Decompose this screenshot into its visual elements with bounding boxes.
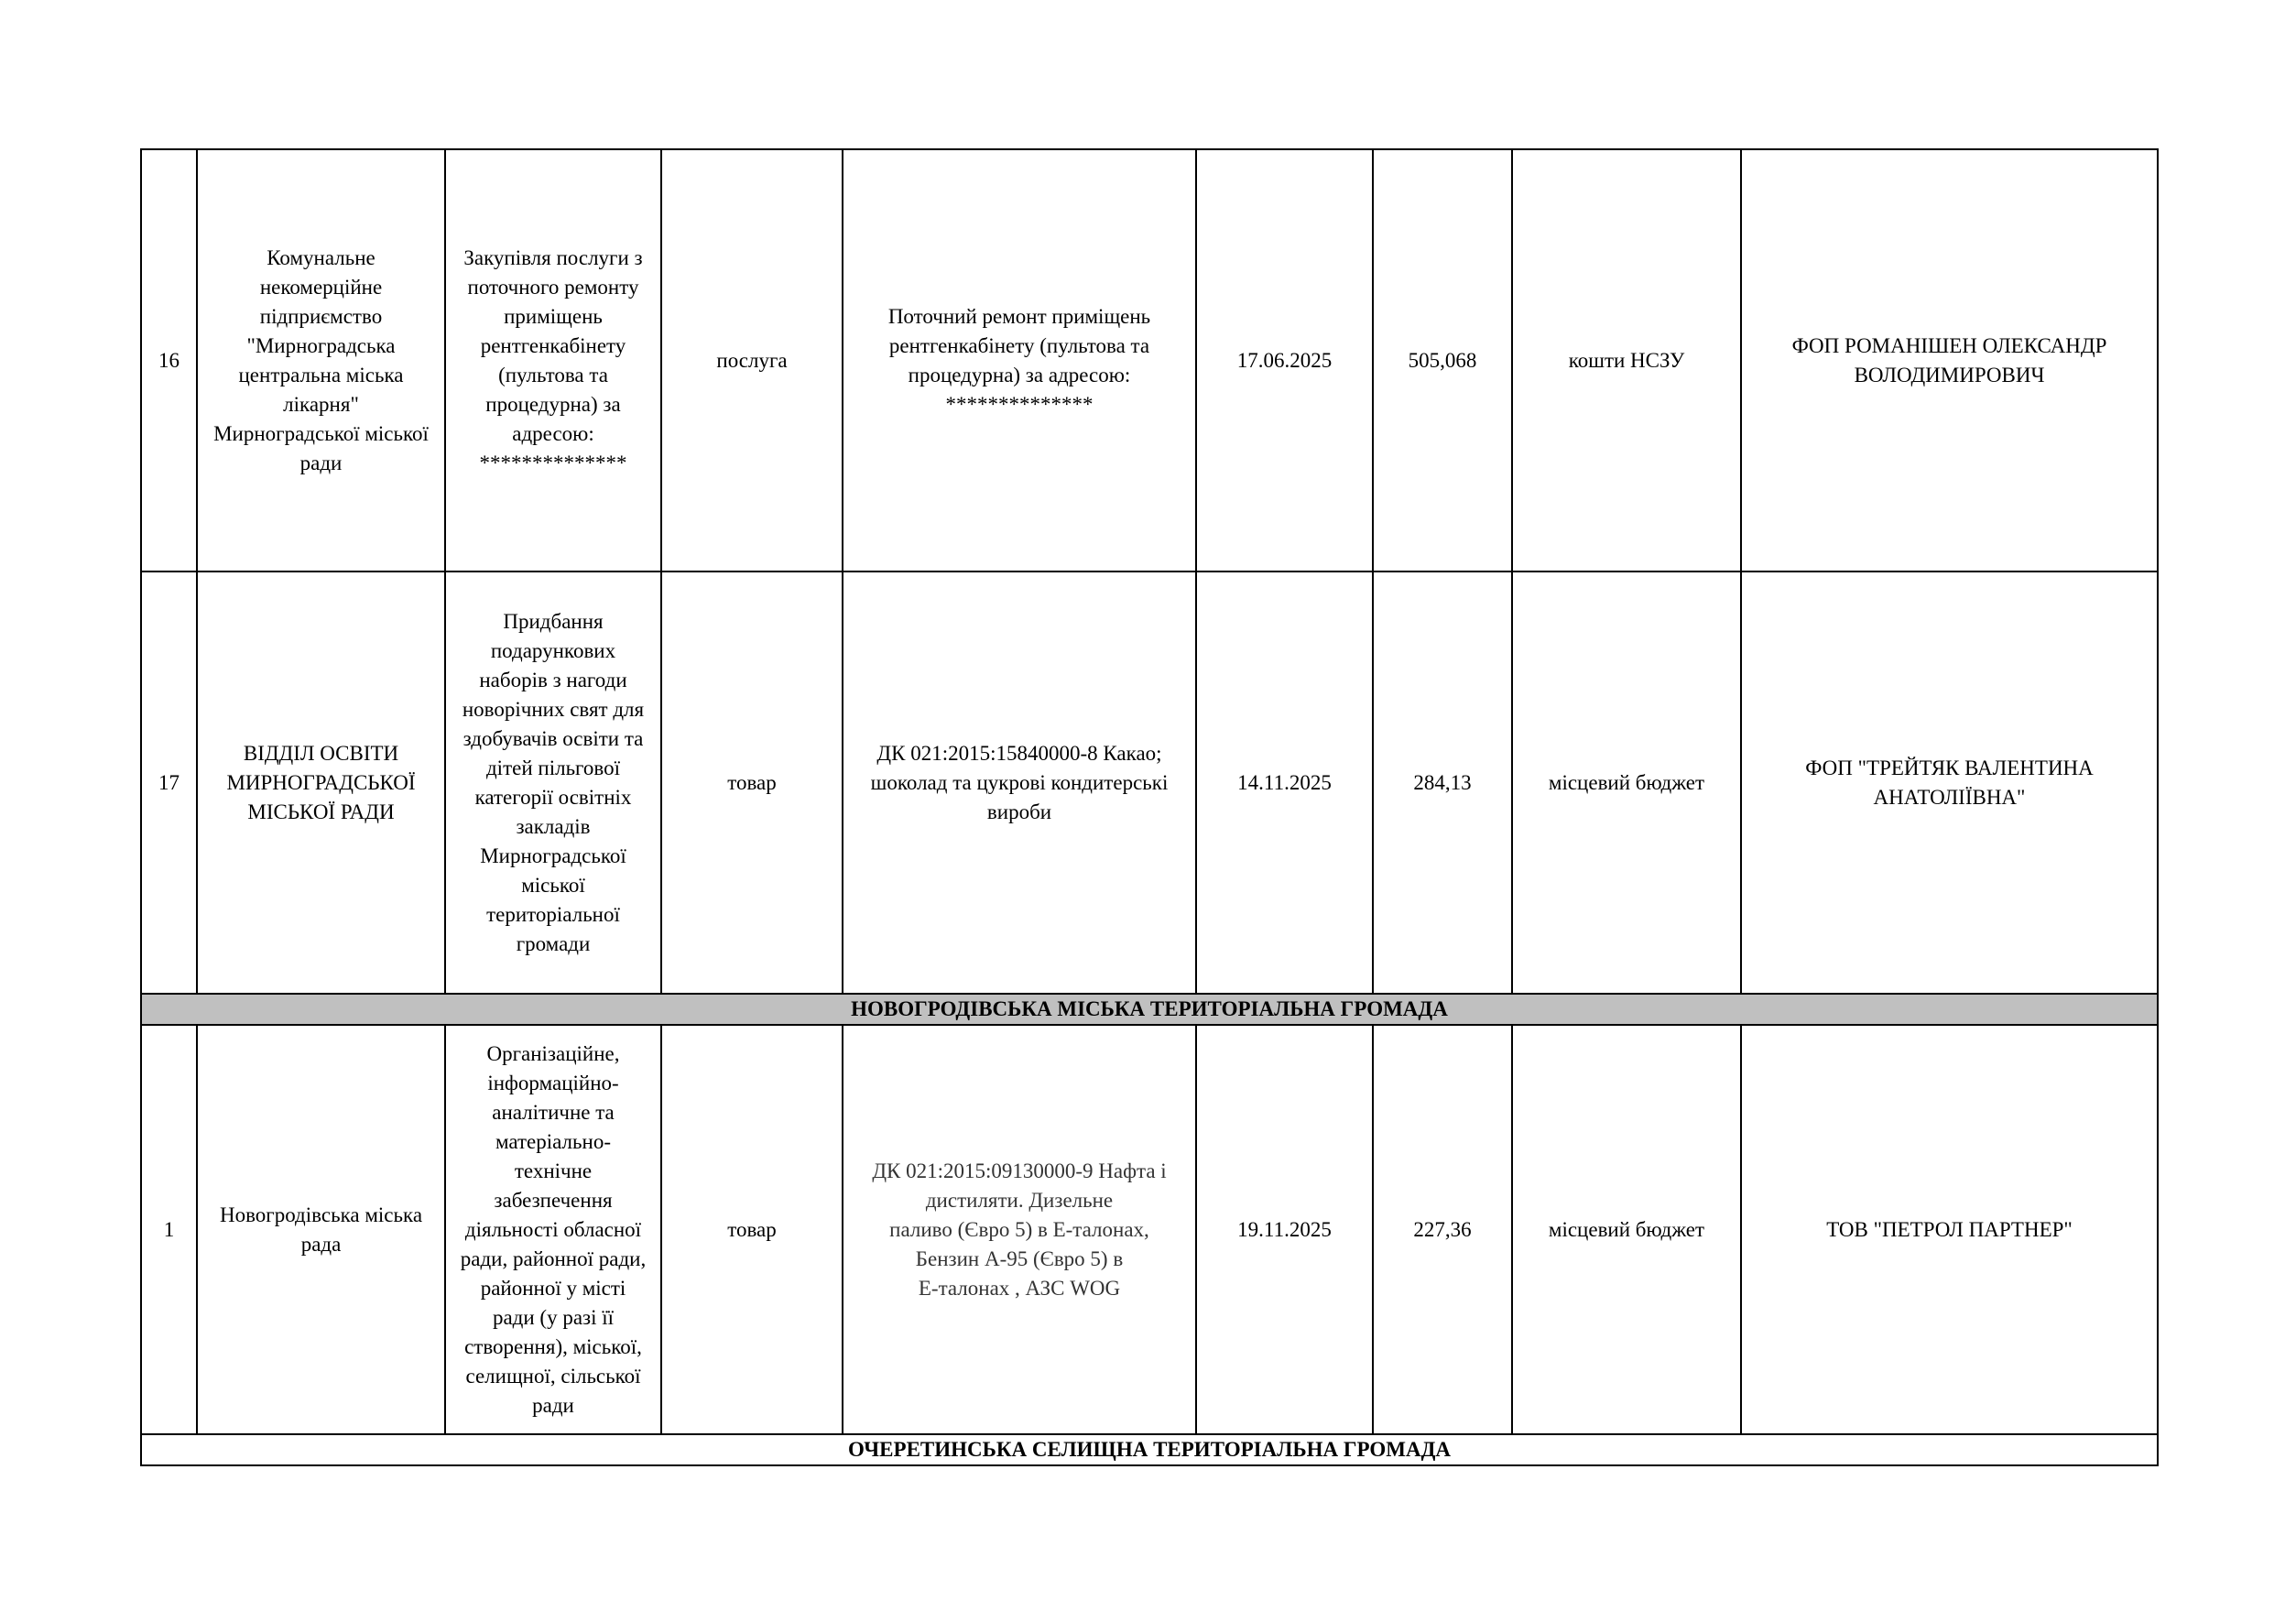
cell-line: громади — [516, 931, 591, 955]
cell-line: приміщень — [504, 304, 603, 328]
customer-cell — [197, 149, 445, 572]
cell-line: інформаційно- — [487, 1071, 619, 1094]
cell-line: адресою: — [512, 421, 594, 445]
cell-line: матеріально- — [495, 1129, 611, 1153]
cell-line: ради — [532, 1393, 574, 1417]
subject-cell — [445, 149, 661, 572]
cell-line: ************** — [479, 451, 627, 474]
cell-line: дітей пільгової — [485, 756, 621, 779]
cell-line: Новогродівська міська — [219, 1203, 423, 1226]
cell-line: ФОП "ТРЕЙТЯК ВАЛЕНТИНА — [1805, 756, 2094, 779]
cell-line: ДК 021:2015:09130000-9 Нафта і — [872, 1159, 1167, 1182]
cell-line: центральна міська — [238, 363, 404, 386]
cell-line: рада — [300, 1232, 342, 1256]
cell-line: технічне — [514, 1159, 593, 1182]
cell-line: (пультова та — [498, 363, 608, 386]
cell-line: територіальної — [486, 902, 620, 926]
code-cell — [843, 572, 1196, 994]
cell-line: категорії освітніх — [474, 785, 632, 809]
cell-line: ради — [299, 451, 343, 474]
cell-line: ВОЛОДИМИРОВИЧ — [1854, 363, 2045, 386]
subject-cell — [445, 1025, 661, 1434]
type-cell: товар — [661, 572, 843, 994]
cell-line: міської — [521, 873, 585, 897]
cell-line: ради, районної ради, — [460, 1246, 647, 1270]
cell-line: ДК 021:2015:15840000-8 Какао; — [876, 741, 1162, 765]
funding-source-cell: місцевий бюджет — [1512, 572, 1741, 994]
amount-cell: 284,13 — [1373, 572, 1512, 994]
subject-cell — [445, 572, 661, 994]
code-cell — [843, 1025, 1196, 1434]
cell-line: діяльності обласної — [464, 1217, 642, 1241]
cell-line: "Мирноградська — [246, 333, 396, 357]
section-header-row — [141, 1434, 2158, 1465]
cell-line: Поточний ремонт приміщень — [887, 304, 1151, 328]
funding-source-cell: кошти НСЗУ — [1512, 149, 1741, 572]
cell-line: Мирноградської міської — [213, 421, 429, 445]
section-header-row — [141, 994, 2158, 1025]
cell-line: Е-талонах , АЗС WOG — [918, 1276, 1121, 1300]
row-number-cell: 16 — [141, 149, 197, 572]
cell-line: лікарня" — [283, 392, 359, 416]
customer-cell — [197, 572, 445, 994]
row-number-cell: 1 — [141, 1025, 197, 1434]
cell-line: процедурна) за адресою: — [908, 363, 1131, 386]
cell-line: МИРНОГРАДСЬКОЇ — [226, 770, 416, 794]
cell-line: паливо (Євро 5) в Е-талонах, — [889, 1217, 1149, 1241]
section-header-ocheretyne: ОЧЕРЕТИНСЬКА СЕЛИЩНА ТЕРИТОРІАЛЬНА ГРОМАДА — [141, 1434, 2158, 1465]
cell-line: новорічних свят для — [462, 697, 645, 721]
code-cell — [843, 149, 1196, 572]
funding-source-cell: місцевий бюджет — [1512, 1025, 1741, 1434]
amount-cell: 227,36 — [1373, 1025, 1512, 1434]
type-cell: товар — [661, 1025, 843, 1434]
cell-line: вироби — [986, 800, 1052, 823]
procurement-table — [140, 148, 2159, 1466]
date-cell: 14.11.2025 — [1196, 572, 1373, 994]
supplier-cell — [1741, 149, 2158, 572]
cell-line: ТОВ "ПЕТРОЛ ПАРТНЕР" — [1826, 1217, 2073, 1241]
cell-line: ВІДДІЛ ОСВІТИ — [243, 741, 399, 765]
cell-line: ************** — [945, 392, 1094, 416]
table-row — [141, 572, 2158, 994]
cell-line: здобувачів освіти та — [462, 726, 644, 750]
cell-line: рентгенкабінету — [480, 333, 626, 357]
amount-cell: 505,068 — [1373, 149, 1512, 572]
type-cell: послуга — [661, 149, 843, 572]
cell-line: ФОП РОМАНІШЕН ОЛЕКСАНДР — [1791, 333, 2107, 357]
cell-line: закладів — [516, 814, 591, 838]
cell-line: ради (у разі її — [492, 1305, 615, 1329]
cell-line: забезпечення — [494, 1188, 613, 1212]
date-cell: 17.06.2025 — [1196, 149, 1373, 572]
cell-line: створення), міської, — [464, 1334, 642, 1358]
cell-line: МІСЬКОЇ РАДИ — [247, 800, 395, 823]
cell-line: Придбання — [503, 609, 604, 633]
table-row — [141, 149, 2158, 572]
cell-line: процедурна) за — [485, 392, 621, 416]
cell-line: Закупівля послуги з — [463, 245, 643, 269]
customer-cell — [197, 1025, 445, 1434]
cell-line: Мирноградської — [480, 844, 626, 867]
cell-line: наборів з нагоди — [479, 668, 627, 691]
cell-line: Бензин А-95 (Євро 5) в — [915, 1246, 1124, 1270]
cell-line: шоколад та цукрові кондитерські — [870, 770, 1169, 794]
supplier-cell — [1741, 572, 2158, 994]
cell-line: некомерційне — [259, 275, 383, 299]
cell-line: районної у місті — [480, 1276, 626, 1300]
section-header-novohrodivka: НОВОГРОДІВСЬКА МІСЬКА ТЕРИТОРІАЛЬНА ГРОМАДА — [141, 994, 2158, 1025]
cell-line: Організаційне, — [486, 1041, 620, 1065]
cell-line: поточного ремонту — [467, 275, 639, 299]
table-row — [141, 1025, 2158, 1434]
cell-line: подарункових — [490, 638, 616, 662]
row-number-cell: 17 — [141, 572, 197, 994]
cell-line: аналітичне та — [492, 1100, 615, 1124]
supplier-cell — [1741, 1025, 2158, 1434]
cell-line: селищної, сільської — [465, 1364, 641, 1388]
cell-line: АНАТОЛІЇВНА" — [1873, 785, 2026, 809]
cell-line: рентгенкабінету (пультова та — [888, 333, 1150, 357]
date-cell: 19.11.2025 — [1196, 1025, 1373, 1434]
cell-line: підприємство — [259, 304, 383, 328]
cell-line: Комунальне — [267, 245, 375, 269]
cell-line: дистиляти. Дизельне — [925, 1188, 1114, 1212]
